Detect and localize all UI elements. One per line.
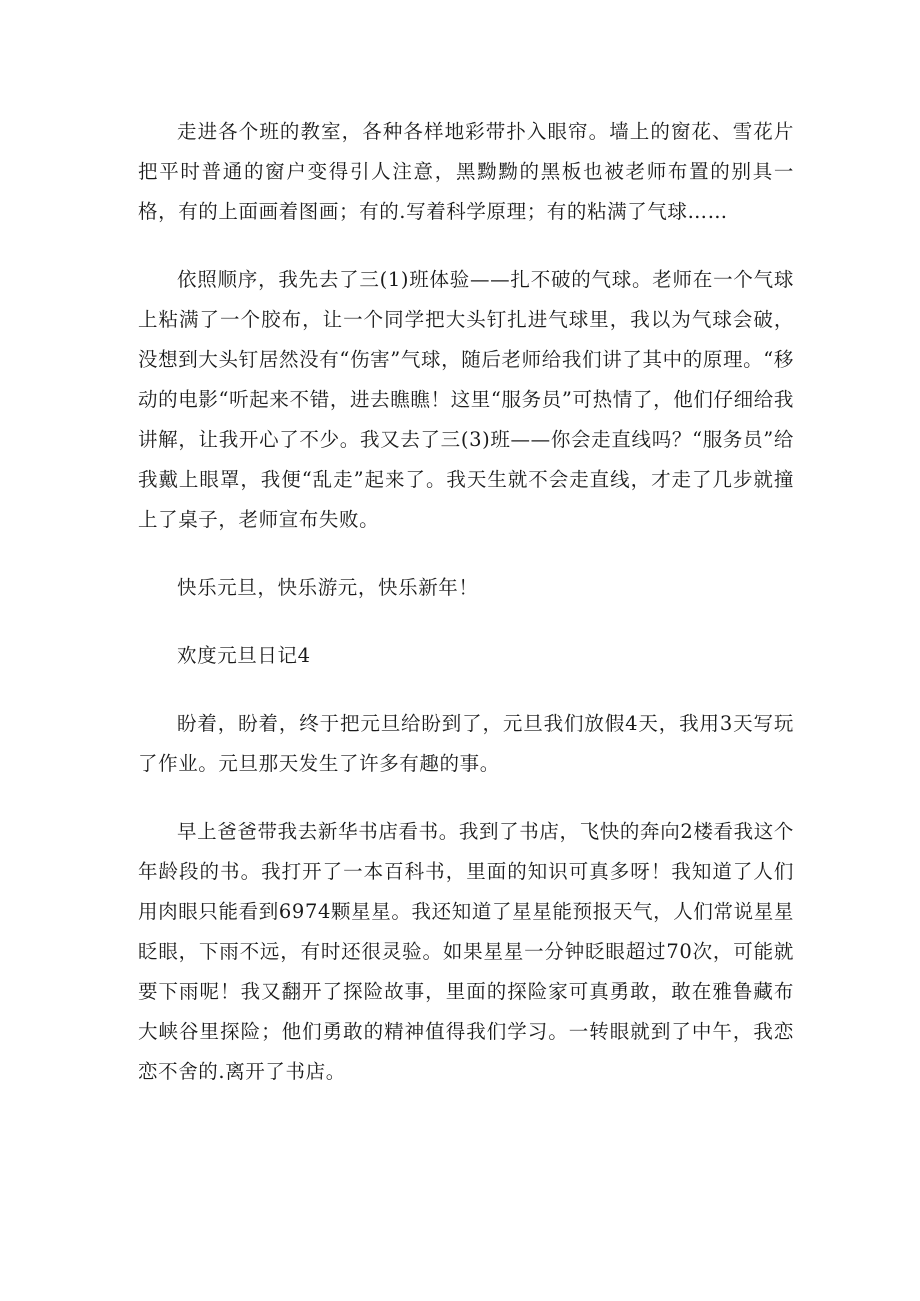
paragraph-classroom-decorations: 走进各个班的教室，各种各样地彩带扑入眼帘。墙上的窗花、雪花片把平时普通的窗户变得引人注意，黑黝黝的黑板也被老师布置的别具一格，有的上面画着图画；有的.写着科学原理；有的粘满了气球…… [138, 120, 794, 223]
paragraph-new-year-wishes: 快乐元旦，快乐游元，快乐新年！ [177, 576, 479, 599]
paragraph-bookstore-visit: 早上爸爸带我去新华书店看书。我到了书店，飞快的奔向2楼看我这个年龄段的书。我打开了一本百科书，里面的知识可真多呀！我知道了人们用肉眼只能看到6974颗星星。我还知道了星星能预报天气，人们常说星星眨眼，下雨不远，有时还很灵验。如果星星一分钟眨眼超过70次，可能就要下雨呢！我又翻开了探险故事，里面的探险家可真勇敢，敢在雅鲁藏布大峡谷里探险；他们勇敢的精神值得我们学习。一转眼就到了中午，我恋恋不舍的.离开了书店。 [138, 820, 794, 1083]
document-body [138, 112, 794, 1092]
diary-entry-heading: 欢度元旦日记4 [177, 644, 311, 667]
paragraph-class-activities: 依照顺序，我先去了三(1)班体验——扎不破的气球。老师在一个气球上粘满了一个胶布，让一个同学把大头钉扎进气球里，我以为气球会破，没想到大头钉居然没有“伤害”气球，随后老师给我们讲了其中的原理。“移动的电影“听起来不错，进去瞧瞧！这里“服务员”可热情了，他们仔细给我讲解，让我开心了不少。我又去了三(3)班——你会走直线吗？“服务员”给我戴上眼罩，我便“乱走”起来了。我天生就不会走直线，才走了几步就撞上了桌子，老师宣布失败。 [138, 268, 794, 531]
paragraph-holiday-intro: 盼着，盼着，终于把元旦给盼到了，元旦我们放假4天，我用3天写玩了作业。元旦那天发生了许多有趣的事。 [138, 712, 794, 775]
